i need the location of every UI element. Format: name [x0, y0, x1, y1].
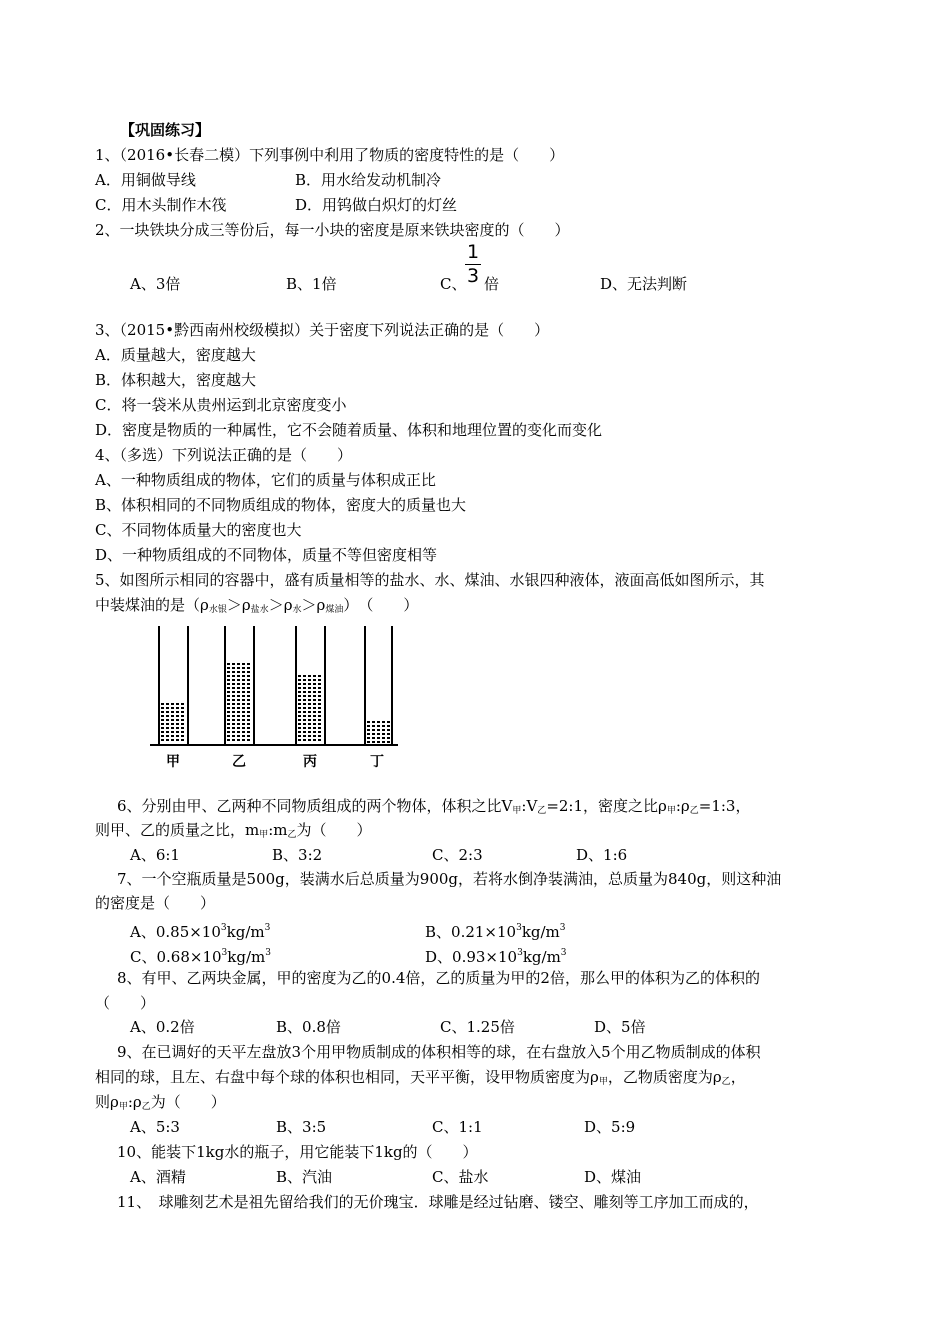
q5-line-1: 5、如图所示相同的容器中，盛有质量相等的盐水、水、煤油、水银四种液体，液面高低如图所示，其 — [95, 571, 765, 589]
q2-option-b: B、1倍 — [286, 275, 337, 293]
q7-option-a: A、$0.85\times 10^3kg/m^3$ — [130, 923, 271, 941]
q9-line-3: 则$\rho_甲:\rho_乙$为（ ） — [95, 1093, 226, 1112]
label-yi: 乙 — [232, 754, 246, 770]
q3-option-b: B．体积越大，密度越大 — [95, 371, 257, 389]
q2-fraction-numerator: 1 — [466, 241, 480, 263]
liquid-yi — [227, 664, 252, 740]
liquid-bing — [298, 676, 323, 740]
q9-option-b: B、3:5 — [276, 1118, 327, 1136]
q11-stem: 11、 球雕刻艺术是祖先留给我们的无价瑰宝．球雕是经过钻磨、镂空、雕刻等工序加工而成的， — [117, 1193, 759, 1211]
q9-option-d: D、5:9 — [584, 1118, 636, 1136]
q5-line-2: 中装煤油的是$(\rho_{水银}>\rho_{盐水}>\rho_水>\rho_{煤油})$ （ ） — [95, 596, 419, 615]
q9-option-a: A、5:3 — [130, 1118, 180, 1136]
q3-option-d: D．密度是物质的一种属性，它不会随着质量、体积和地理位置的变化而变化 — [95, 421, 603, 439]
q1-option-c: C．用木头制作木筏 — [95, 196, 227, 214]
q2-option-c-prefix: C、 — [440, 275, 467, 293]
q6-option-b: B、3:2 — [272, 846, 323, 864]
q6-line-2: 则甲、乙的质量之比，$m_甲:m_乙$为（ ） — [95, 821, 372, 840]
liquid-ding — [367, 722, 390, 742]
q6-option-c: C、2:3 — [432, 846, 483, 864]
q3-option-c: C．将一袋米从贵州运到北京密度变小 — [95, 396, 347, 414]
containers-figure — [140, 620, 410, 775]
label-bing: 丙 — [303, 754, 317, 770]
q1-option-b: B．用水给发动机制冷 — [295, 171, 442, 189]
q1-option-d: D．用钨做白炽灯的灯丝 — [295, 196, 458, 214]
q10-stem: 10、能装下1kg水的瓶子，用它能装下1kg的（ ） — [117, 1143, 478, 1161]
q2-option-c-suffix: 倍 — [484, 275, 500, 293]
label-ding: 丁 — [370, 754, 384, 770]
q1-option-a: A．用铜做导线 — [95, 171, 196, 189]
q10-option-c: C、盐水 — [432, 1168, 489, 1186]
q8-option-c: C、1.25倍 — [440, 1018, 515, 1036]
q2-option-a: A、3倍 — [130, 275, 181, 293]
section-title: 【巩固练习】 — [120, 121, 211, 139]
q7-option-d: D、$0.93\times 10^3kg/m^3$ — [425, 948, 567, 966]
q1-stem: 1、（2016•长春二模）下列事例中利用了物质的密度特性的是（ ） — [95, 146, 565, 164]
q8-line-1: 8、有甲、乙两块金属，甲的密度为乙的0.4倍，乙的质量为甲的2倍，那么甲的体积为乙的体积的 — [117, 969, 760, 987]
q6-option-a: A、6:1 — [130, 846, 180, 864]
q6-option-d: D、1:6 — [576, 846, 628, 864]
q7-line-2: 的密度是（ ） — [95, 894, 216, 912]
liquid-jia — [161, 704, 186, 740]
q9-line-2: 相同的球，且左、右盘中每个球的体积也相同，天平平衡，设甲物质密度为$\rho_甲$，乙物质密度为$\rho_乙$， — [95, 1068, 746, 1087]
q10-option-d: D、煤油 — [584, 1168, 642, 1186]
q4-option-c: C、不同物体质量大的密度也大 — [95, 521, 302, 539]
q4-option-a: A、一种物质组成的物体，它们的质量与体积成正比 — [95, 471, 436, 489]
q9-option-c: C、1:1 — [432, 1118, 483, 1136]
q7-option-b: B、$0.21\times 10^3kg/m^3$ — [425, 923, 566, 941]
q2-fraction-denominator: 3 — [466, 265, 480, 287]
label-jia: 甲 — [166, 754, 180, 770]
q2-option-d: D、无法判断 — [600, 275, 688, 293]
container-ding — [365, 626, 392, 745]
q8-option-b: B、0.8倍 — [276, 1018, 341, 1036]
q8-option-d: D、5倍 — [594, 1018, 646, 1036]
q9-line-1: 9、在已调好的天平左盘放3个用甲物质制成的体积相等的球，在右盘放入5个用乙物质制成的体积 — [117, 1043, 761, 1061]
q4-option-b: B、体积相同的不同物质组成的物体，密度大的质量也大 — [95, 496, 467, 514]
q7-option-c: C、$0.68\times 10^3kg/m^3$ — [130, 948, 271, 966]
q6-line-1: 6、分别由甲、乙两种不同物质组成的两个物体，体积之比$V_甲:V_乙=2:1$，密度之比$\rho_甲:\rho_乙=1:3$， — [117, 797, 751, 816]
q7-line-1: 7、一个空瓶质量是500g，装满水后总质量为900g，若将水倒净装满油，总质量为840g，则这种油 — [117, 870, 782, 888]
q2-stem: 2、一块铁块分成三等份后，每一小块的密度是原来铁块密度的（ ） — [95, 221, 570, 239]
q8-option-a: A、0.2倍 — [130, 1018, 195, 1036]
q10-option-b: B、汽油 — [276, 1168, 333, 1186]
q3-option-a: A．质量越大，密度越大 — [95, 346, 256, 364]
q4-stem: 4、（多选）下列说法正确的是（ ） — [95, 446, 353, 464]
q8-line-2: （ ） — [95, 994, 156, 1012]
q10-option-a: A、酒精 — [130, 1168, 186, 1186]
q3-stem: 3、（2015•黔西南州校级模拟）关于密度下列说法正确的是（ ） — [95, 321, 550, 339]
q4-option-d: D、一种物质组成的不同物体，质量不等但密度相等 — [95, 546, 438, 564]
